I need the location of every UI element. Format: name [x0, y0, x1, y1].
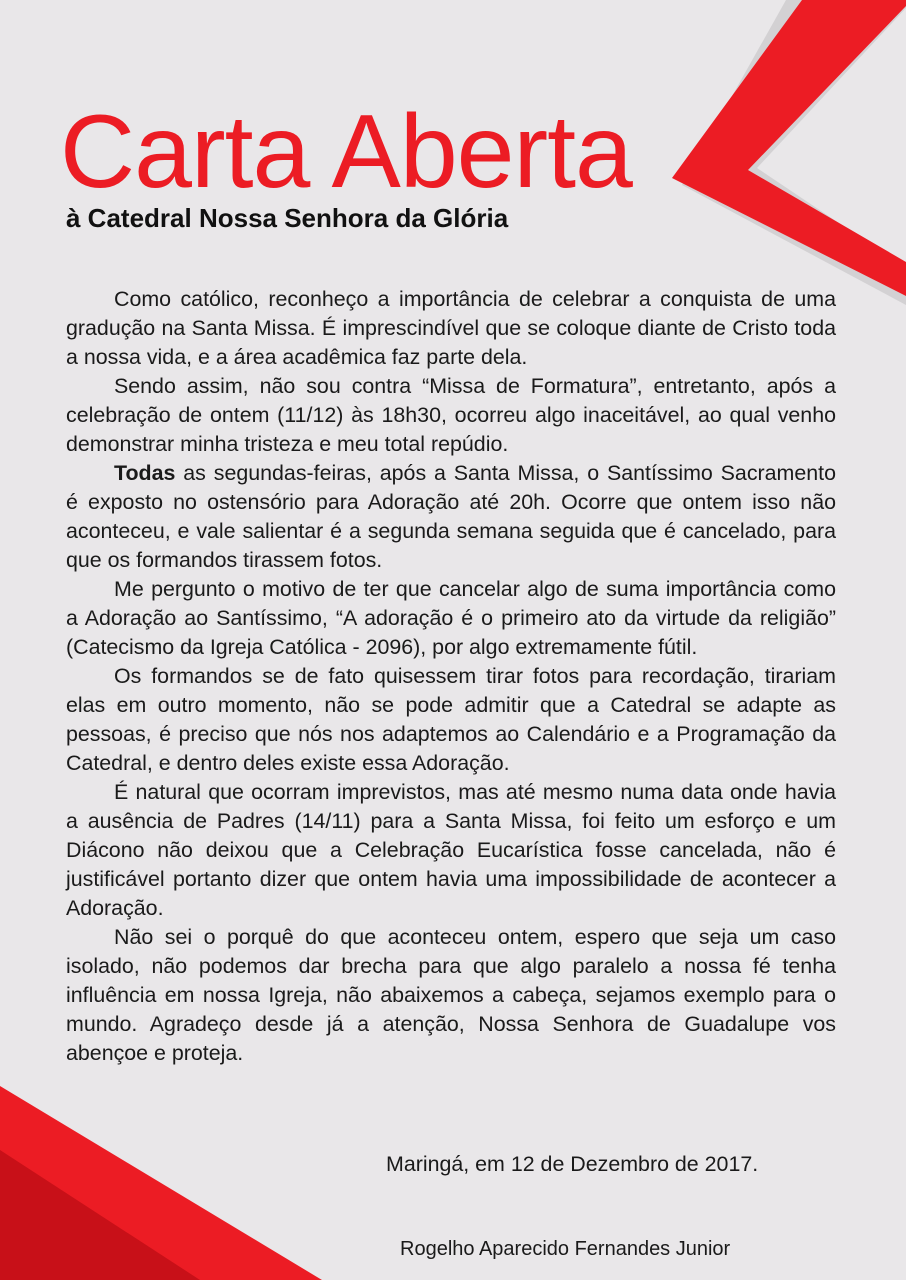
paragraph: Os formandos se de fato quisessem tirar fotos para recordação, tirariam elas em outro momento, não se pode admitir que a Catedral se adapte as pessoas, é preciso que nós nos adaptemos ao Calendário e a Programação da Catedral, e dentro deles existe essa Adoração.	[66, 664, 836, 775]
letter-title: Carta Aberta	[60, 94, 632, 210]
paragraph: Como católico, reconheço a importância de celebrar a conquista de uma gradução na Santa Missa. É imprescindível que se coloque diante de Cristo toda a nossa vida, e a área acadêmica faz parte dela.	[66, 287, 836, 369]
paragraph-text: as segundas-feiras, após a Santa Missa, o Santíssimo Sacramento é exposto no ostensório para Adoração até 20h. Ocorre que ontem isso não aconteceu, e vale salientar é a segunda semana seguida que é cancelado, para que os formandos tirassem fotos.	[66, 461, 836, 572]
letter-subtitle: à Catedral Nossa Senhora da Glória	[66, 203, 509, 233]
letter-body	[66, 285, 836, 1068]
paragraph	[66, 459, 836, 575]
paragraph: Não sei o porquê do que aconteceu ontem, espero que seja um caso isolado, não podemos dar brecha para que algo paralelo a nossa fé tenha influência em nossa Igreja, não abaixemos a cabeça, sejamos exemplo para o mundo. Agradeço desde já a atenção, Nossa Senhora de Guadalupe vos abençoe e proteja.	[66, 925, 836, 1065]
place-date: Maringá, em 12 de Dezembro de 2017.	[386, 1152, 759, 1176]
paragraph: Me pergunto o motivo de ter que cancelar algo de suma importância como a Adoração ao Santíssimo, “A adoração é o primeiro ato da virtude da religião” (Catecismo da Igreja Católica - 2096), por algo extremamente fútil.	[66, 577, 836, 659]
signature: Rogelho Aparecido Fernandes Junior	[400, 1238, 731, 1260]
paragraph: É natural que ocorram imprevistos, mas até mesmo numa data onde havia a ausência de Padres (14/11) para a Santa Missa, foi feito um esforço e um Diácono não deixou que a Celebração Eucarística fosse cancelada, não é justificável portanto dizer que ontem havia uma impossibilidade de acontecer a Adoração.	[66, 780, 836, 920]
paragraph-lead: Todas	[114, 461, 176, 485]
paragraph: Sendo assim, não sou contra “Missa de Formatura”, entretanto, após a celebração de ontem (11/12) às 18h30, ocorreu algo inaceitável, ao qual venho demonstrar minha tristeza e meu total repúdio.	[66, 374, 836, 456]
